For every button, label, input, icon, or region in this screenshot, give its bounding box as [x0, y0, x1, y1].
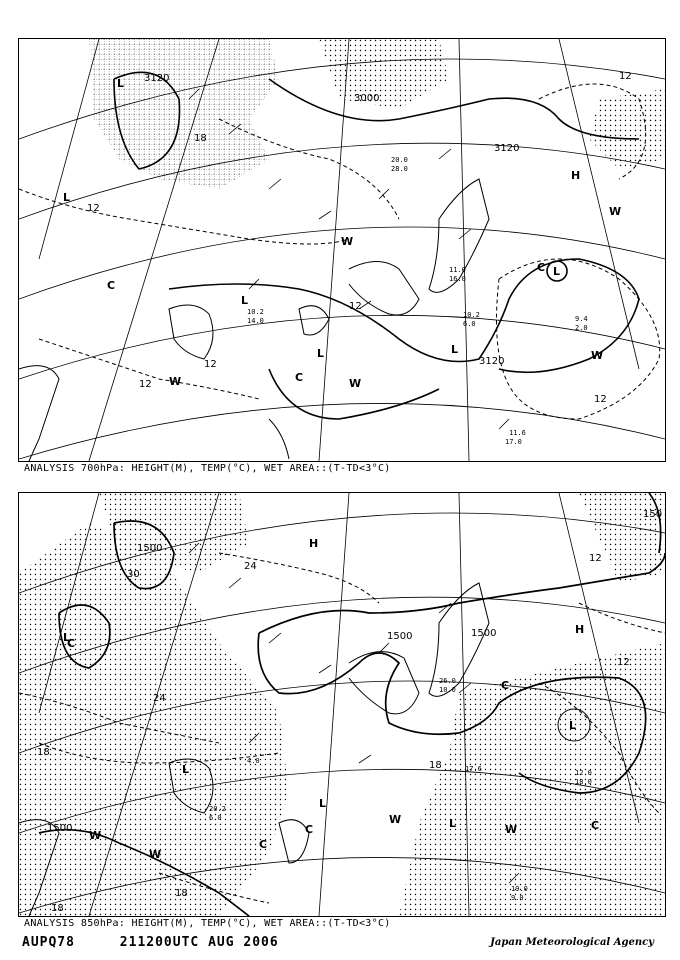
low-symbol: L	[182, 763, 190, 776]
low-symbol: L	[117, 77, 125, 90]
cold-symbol: C	[107, 279, 116, 292]
height-label: 3120	[144, 73, 170, 84]
station-value: 2.0	[575, 324, 588, 332]
station-value: 20.0	[391, 156, 408, 164]
temperature-contour	[497, 259, 660, 419]
station-value: 10.2	[463, 311, 480, 319]
panel-caption-850hpa: ANALYSIS 850hPa: HEIGHT(M), TEMP(°C), WET AREA::(T-TD<3°C)	[24, 918, 391, 929]
height-contour	[269, 79, 639, 139]
cold-symbol: C	[67, 637, 76, 650]
panel-caption-700hpa: ANALYSIS 700hPa: HEIGHT(M), TEMP(°C), WET AREA::(T-TD<3°C)	[24, 463, 391, 474]
coastline	[299, 306, 329, 335]
height-label: 3120	[494, 143, 520, 154]
high-symbol: H	[309, 537, 319, 550]
temperature-label: 12	[204, 359, 217, 370]
warm-symbol: W	[341, 235, 354, 248]
station-value: 6.0	[463, 320, 476, 328]
station-value: 4.0	[247, 757, 260, 765]
station-value: 18.0	[575, 778, 592, 786]
height-label: 1500	[137, 543, 163, 554]
height-label: 1500	[387, 631, 413, 642]
temperature-label: 12	[139, 379, 152, 390]
cold-symbol: C	[295, 371, 304, 384]
cold-symbol: C	[259, 838, 268, 851]
chart-header	[22, 935, 315, 950]
cold-symbol: C	[501, 679, 510, 692]
temperature-label: 18	[194, 133, 207, 144]
station-value: 10.0	[439, 686, 456, 694]
station-value: 19.0	[511, 885, 528, 893]
high-symbol: H	[575, 623, 585, 636]
map-panel-700hpa	[18, 38, 666, 462]
station-value: 14.0	[247, 317, 264, 325]
temperature-label: 12	[617, 657, 630, 668]
height-label: 3120	[479, 356, 505, 367]
station-value: 9.0	[511, 894, 524, 902]
temperature-contour	[219, 553, 379, 603]
warm-symbol: W	[149, 848, 162, 861]
coastline	[19, 366, 59, 461]
warm-symbol: W	[389, 813, 402, 826]
temperature-label: 12	[589, 553, 602, 564]
warm-symbol: W	[89, 829, 102, 842]
station-value: 12.0	[575, 769, 592, 777]
station-value: 11.0	[449, 266, 466, 274]
temperature-label: 18	[37, 747, 50, 758]
low-symbol: L	[241, 294, 249, 307]
map-panel-850hpa	[18, 492, 666, 917]
height-label: 1500	[47, 823, 73, 834]
warm-symbol: W	[609, 205, 622, 218]
high-symbol: H	[571, 169, 581, 182]
low-symbol: L	[569, 719, 577, 732]
station-value: 17.6	[465, 765, 482, 773]
warm-symbol: W	[591, 349, 604, 362]
cold-symbol: C	[591, 819, 600, 832]
temperature-label: 24	[153, 693, 166, 704]
temperature-label: 12	[619, 71, 632, 82]
coastline	[349, 652, 419, 714]
temperature-label: 18	[175, 888, 188, 899]
station-value: 10.2	[247, 308, 264, 316]
warm-symbol: W	[169, 375, 182, 388]
temperature-label: 12	[87, 203, 100, 214]
warm-symbol: W	[505, 823, 518, 836]
temperature-label: 12	[349, 301, 362, 312]
temperature-contour	[39, 339, 259, 399]
temperature-label: 24	[244, 561, 257, 572]
wet-area	[579, 493, 665, 583]
station-value: 9.4	[575, 315, 588, 323]
station-value: 6.0	[209, 814, 222, 822]
low-symbol: L	[451, 343, 459, 356]
low-symbol: L	[319, 797, 327, 810]
wet-area	[89, 39, 279, 189]
station-value: 11.6	[509, 429, 526, 437]
low-symbol: L	[449, 817, 457, 830]
agency-credit: Japan Meteorological Agency	[490, 937, 654, 948]
low-symbol: L	[63, 631, 71, 644]
low-symbol: L	[553, 265, 561, 278]
temperature-label: 18	[429, 760, 442, 771]
station-value: 26.0	[439, 677, 456, 685]
height-label: 1500	[471, 628, 497, 639]
coastline	[269, 419, 289, 459]
height-label: 150	[643, 509, 663, 520]
chart-code: AUPQ78	[22, 935, 75, 950]
station-value: 20.2	[209, 805, 226, 813]
low-symbol: L	[317, 347, 325, 360]
weather-map-850hpa	[19, 493, 665, 916]
temperature-label: 30	[127, 569, 140, 580]
wet-area	[319, 39, 449, 109]
station-value: 16.0	[449, 275, 466, 283]
cold-symbol: C	[537, 261, 546, 274]
low-symbol: L	[63, 191, 71, 204]
temperature-label: 12	[594, 394, 607, 405]
temperature-label: 18	[51, 903, 64, 914]
height-label: 3000	[354, 93, 380, 104]
station-value: 28.0	[391, 165, 408, 173]
chart-datetime: 211200UTC AUG 2006	[119, 935, 279, 950]
warm-symbol: W	[349, 377, 362, 390]
cold-symbol: C	[305, 823, 314, 836]
weather-map-700hpa	[19, 39, 665, 461]
station-value: 17.0	[505, 438, 522, 446]
